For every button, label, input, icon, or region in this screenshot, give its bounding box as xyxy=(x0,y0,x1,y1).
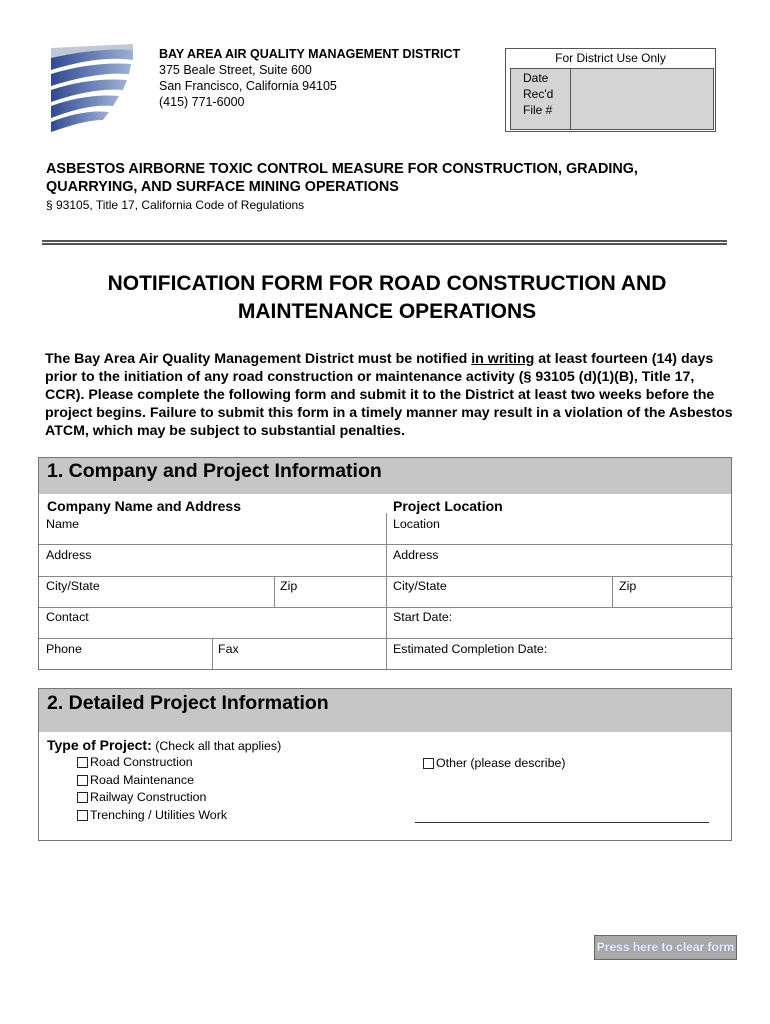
zip-divider-left xyxy=(274,576,275,607)
completion-date-field[interactable]: Estimated Completion Date: xyxy=(393,642,548,656)
option-other[interactable] xyxy=(423,756,565,770)
row-line-3 xyxy=(39,607,733,608)
double-divider xyxy=(42,240,727,245)
option-label: Trenching / Utilities Work xyxy=(90,808,228,822)
regulation-heading xyxy=(46,160,726,214)
agency-address-block xyxy=(159,46,460,110)
option-trenching-utilities[interactable] xyxy=(77,808,227,822)
company-zip-field[interactable]: Zip xyxy=(280,579,298,593)
project-type-title: Type of Project: xyxy=(47,737,152,753)
project-type-hint: (Check all that applies) xyxy=(151,739,282,753)
intro-text-2: at least fourteen (14) days prior to the initiation of any road construction or maintenance activity (§ 93105 (d)(1)(B), Title 17, CCR). Please complete the following form and submit it to the District at least two weeks before the project begins. Failure to submit this form in a timely manner may result in a violation of the Asbestos ATCM, which may be subject to substantial penalties. xyxy=(45,351,733,439)
heading-line-2: QUARRYING, AND SURFACE MINING OPERATIONS xyxy=(46,179,399,195)
zip-divider-right xyxy=(612,576,613,607)
row-line-4 xyxy=(39,638,733,639)
option-road-construction[interactable] xyxy=(77,755,193,769)
district-use-labels xyxy=(511,69,571,129)
option-railway-construction[interactable] xyxy=(77,790,206,804)
project-city-state-field[interactable]: City/State xyxy=(393,579,447,593)
district-use-title: For District Use Only xyxy=(555,51,666,65)
district-use-grid xyxy=(510,68,714,130)
file-label: File # xyxy=(523,103,553,117)
section-1-title: 1. Company and Project Information xyxy=(39,458,731,494)
heading-line-1: ASBESTOS AIRBORNE TOXIC CONTROL MEASURE FOR CONSTRUCTION, GRADING, xyxy=(46,161,638,177)
clear-form-button[interactable]: Press here to clear form xyxy=(594,935,737,960)
recd-label: Rec'd xyxy=(523,87,554,101)
intro-underlined: in writing xyxy=(471,351,535,367)
company-fax-field[interactable]: Fax xyxy=(218,642,239,656)
company-contact-field[interactable]: Contact xyxy=(46,610,89,624)
option-label: Road Construction xyxy=(90,755,193,769)
company-phone-field[interactable]: Phone xyxy=(46,642,82,656)
form-title xyxy=(42,270,732,326)
intro-paragraph xyxy=(45,350,735,440)
option-road-maintenance[interactable] xyxy=(77,773,194,787)
form-title-line-1: NOTIFICATION FORM FOR ROAD CONSTRUCTION AND xyxy=(107,272,667,295)
project-location-field[interactable]: Location xyxy=(393,517,440,531)
option-label: Road Maintenance xyxy=(90,773,195,787)
fax-divider xyxy=(212,638,213,670)
other-description-line[interactable] xyxy=(415,822,709,823)
option-label: Other (please describe) xyxy=(436,756,566,770)
project-zip-field[interactable]: Zip xyxy=(619,579,637,593)
checkbox[interactable] xyxy=(77,775,88,786)
date-label: Date xyxy=(523,71,549,85)
project-type-label xyxy=(47,737,281,753)
company-address-field[interactable]: Address xyxy=(46,548,92,562)
section-company-project xyxy=(38,457,732,670)
column-divider xyxy=(386,513,387,670)
district-logo xyxy=(47,44,135,136)
agency-city: San Francisco, California 94105 xyxy=(159,79,337,93)
company-city-state-field[interactable]: City/State xyxy=(46,579,100,593)
checkbox[interactable] xyxy=(77,810,88,821)
project-column-header: Project Location xyxy=(393,498,503,514)
section-2-title: 2. Detailed Project Information xyxy=(39,689,731,732)
form-title-line-2: MAINTENANCE OPERATIONS xyxy=(237,300,537,323)
intro-text-1: The Bay Area Air Quality Management District must be notified xyxy=(45,351,472,367)
row-line-2 xyxy=(39,576,733,577)
regulation-citation: § 93105, Title 17, California Code of Regulations xyxy=(46,198,305,212)
checkbox[interactable] xyxy=(77,757,88,768)
company-name-field[interactable]: Name xyxy=(46,517,80,531)
checkbox[interactable] xyxy=(423,758,434,769)
start-date-field[interactable]: Start Date: xyxy=(393,610,453,624)
agency-phone: (415) 771-6000 xyxy=(159,95,245,109)
district-use-entry[interactable] xyxy=(571,69,713,129)
district-use-box xyxy=(505,48,716,132)
row-line-1 xyxy=(39,544,733,545)
section-detailed-project xyxy=(38,688,732,841)
company-column-header: Company Name and Address xyxy=(47,498,241,514)
checkbox[interactable] xyxy=(77,792,88,803)
agency-name: BAY AREA AIR QUALITY MANAGEMENT DISTRICT xyxy=(159,47,461,61)
project-address-field[interactable]: Address xyxy=(393,548,439,562)
option-label: Railway Construction xyxy=(90,790,207,804)
agency-street: 375 Beale Street, Suite 600 xyxy=(159,63,312,77)
